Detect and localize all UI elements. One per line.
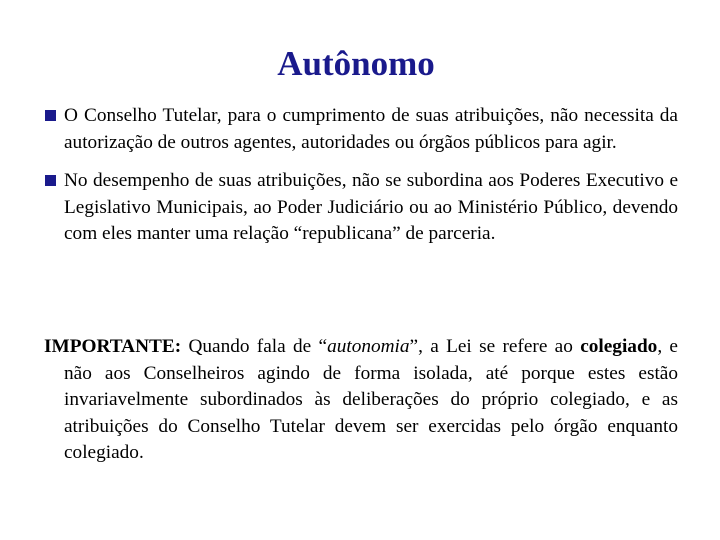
slide-title: Autônomo [277, 44, 435, 83]
bullet-list [44, 103, 678, 260]
note-emphasis: autonomia [327, 336, 410, 357]
note-text: , e não aos Conselheiros agindo de forma isolada, até porque estes estão invariavelmente subordinados às deliberações do próprio colegiado, e as atribuições do Conselho Tutelar devem ser exercidas pelo órgão enquanto colegiado. [64, 336, 678, 463]
bullet-item [44, 168, 678, 248]
note-text: ”, a Lei se refere ao [409, 336, 581, 357]
square-bullet-icon [45, 110, 56, 121]
note-label: IMPORTANTE: [44, 336, 182, 357]
note-bold-word: colegiado [580, 336, 658, 357]
bullet-text: No desempenho de suas atribuições, não se subordina aos Poderes Executivo e Legislativo Municipais, ao Poder Judiciário ou ao Ministério Público, devendo com eles manter uma relação “republicana” de parceria. [64, 170, 678, 244]
bullet-text: O Conselho Tutelar, para o cumprimento de suas atribuições, não necessita da autorização de outros agentes, autoridades ou órgãos públicos para agir. [64, 105, 678, 153]
important-note [44, 334, 678, 467]
bullet-item [44, 103, 678, 156]
square-bullet-icon [45, 175, 56, 186]
note-text: Quando fala de “ [181, 336, 328, 357]
